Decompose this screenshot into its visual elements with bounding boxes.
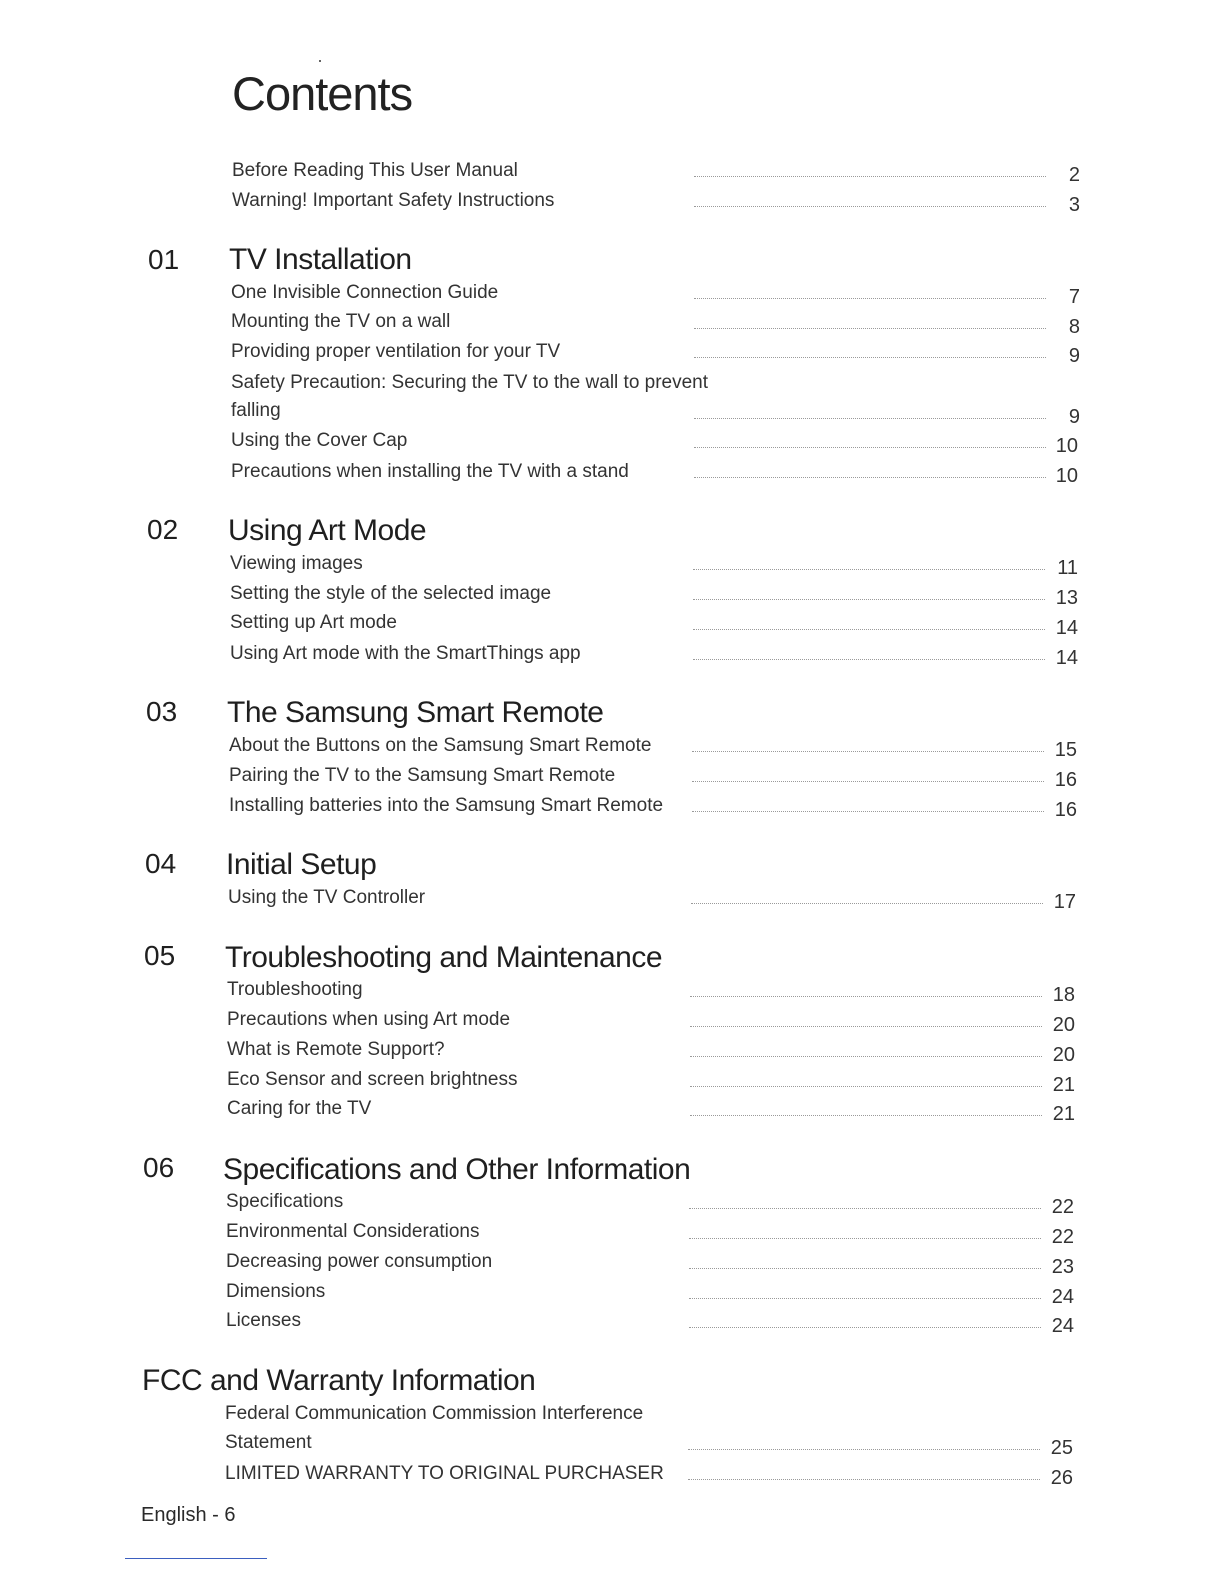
toc-page-number: 24 xyxy=(1051,1286,1074,1308)
toc-page-number: 3 xyxy=(1068,194,1080,216)
toc-leader xyxy=(691,903,1043,904)
toc-entry-label[interactable]: LIMITED WARRANTY TO ORIGINAL PURCHASER xyxy=(225,1463,664,1484)
toc-entry-label[interactable]: Federal Communication Commission Interference xyxy=(225,1403,644,1424)
page-title: Contents xyxy=(232,67,413,120)
toc-leader xyxy=(693,629,1045,630)
toc-page-number: 25 xyxy=(1050,1437,1073,1459)
toc-entry-label[interactable]: Safety Precaution: Securing the TV to the wall to prevent xyxy=(231,372,709,393)
toc-entry-label[interactable]: What is Remote Support? xyxy=(227,1039,445,1060)
toc-leader xyxy=(688,1449,1040,1450)
toc-entry-label[interactable]: About the Buttons on the Samsung Smart Remote xyxy=(229,735,652,756)
toc-page-number: 22 xyxy=(1051,1196,1074,1218)
toc-page-number: 14 xyxy=(1055,617,1078,639)
section-heading[interactable]: Using Art Mode xyxy=(228,514,427,547)
toc-leader xyxy=(694,418,1046,419)
toc-leader xyxy=(694,328,1046,329)
toc-page-number: 16 xyxy=(1054,769,1077,791)
toc-leader xyxy=(690,1086,1042,1087)
toc-leader xyxy=(692,781,1044,782)
toc-page-number: 14 xyxy=(1055,647,1078,669)
section-heading[interactable]: Specifications and Other Information xyxy=(223,1153,691,1186)
toc-page-number: 26 xyxy=(1050,1467,1073,1489)
toc-leader xyxy=(690,1115,1042,1116)
toc-leader xyxy=(694,477,1046,478)
toc-entry-label[interactable]: Licenses xyxy=(226,1310,301,1331)
toc-page-number: 15 xyxy=(1054,739,1077,761)
toc-entry-label[interactable]: Eco Sensor and screen brightness xyxy=(227,1069,518,1090)
section-heading[interactable]: TV Installation xyxy=(229,243,412,276)
scan-speck xyxy=(319,60,321,62)
toc-leader xyxy=(692,751,1044,752)
toc-entry-label[interactable]: Using the TV Controller xyxy=(228,887,426,908)
toc-leader xyxy=(689,1268,1041,1269)
toc-leader xyxy=(694,176,1046,177)
toc-page-number: 8 xyxy=(1068,316,1080,338)
toc-page-number: 9 xyxy=(1068,345,1080,367)
section-number: 03 xyxy=(146,696,178,727)
section-heading[interactable]: FCC and Warranty Information xyxy=(142,1364,536,1397)
toc-entry-label[interactable]: Before Reading This User Manual xyxy=(232,160,518,181)
section-number: 04 xyxy=(145,848,177,879)
toc-entry-label-continued[interactable]: Statement xyxy=(225,1432,312,1453)
toc-page-number: 7 xyxy=(1068,286,1080,308)
section-number: 01 xyxy=(148,244,180,275)
toc-entry-label[interactable]: Providing proper ventilation for your TV xyxy=(231,341,561,362)
toc-page-number: 24 xyxy=(1051,1315,1074,1337)
toc-page-number: 11 xyxy=(1057,557,1078,579)
toc-leader xyxy=(690,1026,1042,1027)
toc-leader xyxy=(689,1208,1041,1209)
footer-divider xyxy=(125,1558,267,1559)
toc-entry-label[interactable]: One Invisible Connection Guide xyxy=(231,282,499,303)
toc-page-number: 20 xyxy=(1052,1044,1075,1066)
toc-entry-label[interactable]: Decreasing power consumption xyxy=(226,1251,493,1272)
section-number: 06 xyxy=(143,1152,175,1183)
toc-page-number: 2 xyxy=(1068,164,1080,186)
section-number: 02 xyxy=(147,514,179,545)
toc-entry-label[interactable]: Caring for the TV xyxy=(227,1098,372,1119)
toc-entry-label[interactable]: Precautions when using Art mode xyxy=(227,1009,511,1030)
toc-entry-label[interactable]: Warning! Important Safety Instructions xyxy=(232,190,555,211)
toc-entry-label[interactable]: Dimensions xyxy=(226,1281,326,1302)
toc-page-number: 17 xyxy=(1053,891,1076,913)
toc-leader xyxy=(694,357,1046,358)
toc-leader xyxy=(688,1479,1040,1480)
toc-page-number: 16 xyxy=(1054,799,1077,821)
toc-entry-label[interactable]: Setting the style of the selected image xyxy=(230,583,552,604)
toc-entry-label[interactable]: Mounting the TV on a wall xyxy=(231,311,451,332)
page-footer: English - 6 xyxy=(141,1504,236,1526)
toc-entry-label[interactable]: Pairing the TV to the Samsung Smart Remote xyxy=(229,765,616,786)
section-heading[interactable]: Troubleshooting and Maintenance xyxy=(225,941,663,974)
toc-page-number: 23 xyxy=(1051,1256,1074,1278)
toc-page-number: 10 xyxy=(1055,435,1078,457)
toc-leader xyxy=(689,1327,1041,1328)
toc-leader xyxy=(689,1238,1041,1239)
toc-leader xyxy=(694,206,1046,207)
toc-page-number: 10 xyxy=(1055,465,1078,487)
toc-leader xyxy=(692,811,1044,812)
toc-page-number: 13 xyxy=(1055,587,1078,609)
toc-entry-label[interactable]: Troubleshooting xyxy=(227,979,363,1000)
toc-entry-label[interactable]: Viewing images xyxy=(230,553,363,574)
toc-page-number: 20 xyxy=(1052,1014,1075,1036)
toc-entry-label[interactable]: Environmental Considerations xyxy=(226,1221,480,1242)
toc-leader xyxy=(689,1298,1041,1299)
toc-leader xyxy=(693,599,1045,600)
toc-entry-label[interactable]: Using Art mode with the SmartThings app xyxy=(230,643,581,664)
toc-entry-label[interactable]: Setting up Art mode xyxy=(230,612,397,633)
toc-leader xyxy=(690,996,1042,997)
toc-page-number: 9 xyxy=(1068,406,1080,428)
toc-page-number: 21 xyxy=(1052,1074,1075,1096)
toc-leader xyxy=(693,569,1045,570)
toc-page-number: 22 xyxy=(1051,1226,1074,1248)
toc-entry-label[interactable]: Installing batteries into the Samsung Smart Remote xyxy=(229,795,664,816)
toc-entry-label[interactable]: Specifications xyxy=(226,1191,344,1212)
toc-leader xyxy=(694,298,1046,299)
toc-page-number: 21 xyxy=(1052,1103,1075,1125)
toc-entry-label-continued[interactable]: falling xyxy=(231,400,281,421)
section-heading[interactable]: The Samsung Smart Remote xyxy=(227,696,604,729)
section-heading[interactable]: Initial Setup xyxy=(226,848,377,881)
toc-entry-label[interactable]: Using the Cover Cap xyxy=(231,430,408,451)
section-number: 05 xyxy=(144,940,176,971)
toc-leader xyxy=(690,1056,1042,1057)
toc-entry-label[interactable]: Precautions when installing the TV with a stand xyxy=(231,461,629,482)
toc-leader xyxy=(693,659,1045,660)
toc-leader xyxy=(694,447,1046,448)
toc-page-number: 18 xyxy=(1052,984,1075,1006)
